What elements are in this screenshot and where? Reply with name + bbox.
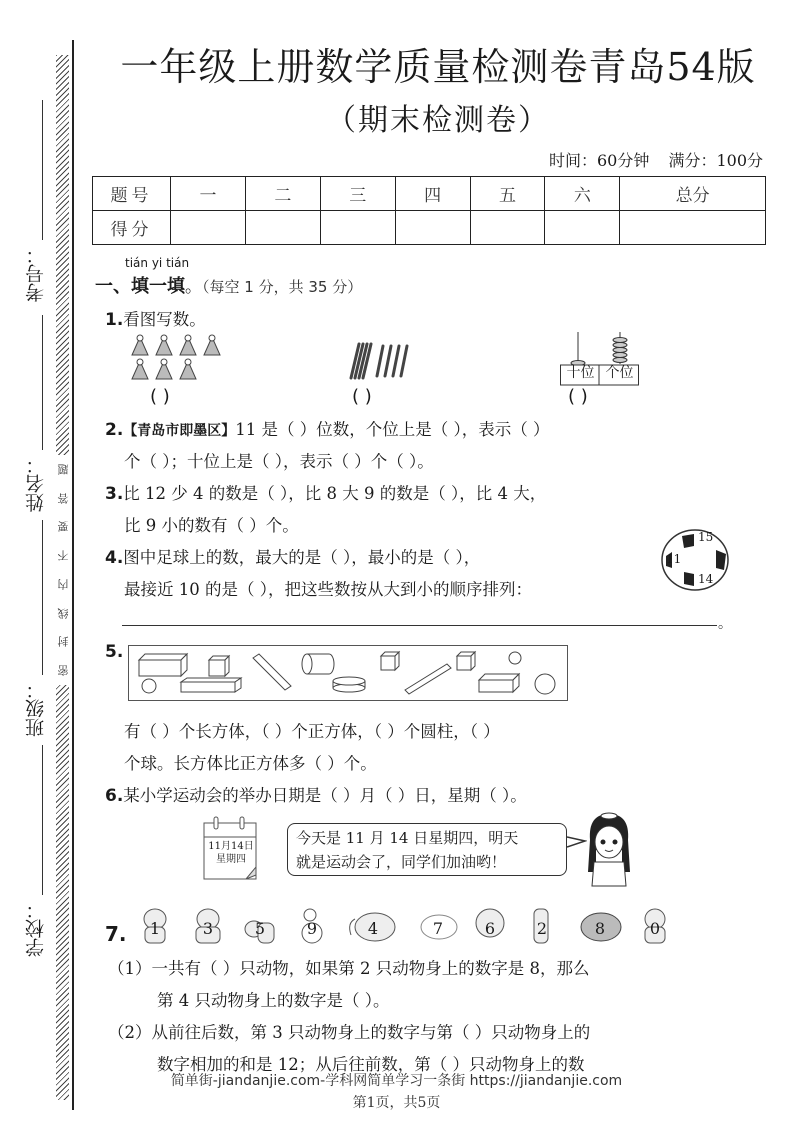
name-label: 姓名： [25, 455, 47, 512]
question-number: 2. [105, 420, 124, 440]
animal-tiger [135, 905, 175, 947]
score-cell[interactable] [245, 211, 320, 245]
score-table [92, 176, 766, 245]
bubble-line: 今天是 11 月 14 日星期四，明天 [296, 829, 519, 847]
seal-char: 题 [56, 463, 70, 475]
sub-question-2: （2）从前往后数，第 3 只动物身上的数字与第（ ）只动物身上的 [108, 1023, 591, 1042]
abacus-labels [561, 363, 639, 383]
seal-char: 要 [56, 521, 70, 533]
question-6 [105, 780, 527, 812]
tens-label: 十位 [566, 365, 595, 381]
animal-zebra [522, 905, 562, 947]
page-title: 一年级上册数学质量检测卷青岛54版 [120, 45, 756, 89]
exam-time: 时间：60分钟 [548, 151, 650, 170]
animal-number: 2 [536, 919, 548, 938]
question-5 [105, 636, 123, 668]
calendar-date: 11月14日 [208, 841, 254, 852]
end-mark: 。 [718, 616, 732, 632]
exam-number-label: 考号： [25, 245, 47, 302]
school-label: 学校： [25, 900, 47, 957]
ordering-answer-line[interactable] [122, 625, 717, 626]
animal-number: 3 [202, 919, 214, 938]
question-7 [105, 918, 127, 950]
exam-full-score: 满分：100分 [668, 151, 763, 170]
header-cell: 题号 [93, 177, 171, 211]
section-heading [95, 272, 362, 298]
question-2 [105, 414, 550, 447]
answer-blank[interactable]: ( ) [568, 386, 588, 407]
animal-cow [188, 905, 228, 947]
sub-question-1: （1）一共有（ ）只动物，如果第 2 只动物身上的数字是 8，那么 [108, 959, 590, 978]
question-text: 有（ ）个长方体，（ ）个正方体，（ ）个圆柱，（ ） [124, 722, 500, 741]
school-line[interactable] [42, 745, 43, 895]
seal-char: 密 [56, 665, 70, 677]
solid-shapes-figure [128, 645, 568, 701]
question-text: 图中足球上的数，最大的是（ ），最小的是（ ）， [123, 548, 481, 567]
header-cell: 四 [395, 177, 470, 211]
animal-number: 5 [254, 919, 266, 938]
animal-dog [635, 905, 675, 947]
question-text: 某小学运动会的举办日期是（ ）月（ ）日，星期（ ）。 [123, 786, 527, 805]
question-text: 11 是（ ）位数，个位上是（ ），表示（ ） [235, 420, 550, 439]
animal-lion [470, 905, 510, 947]
ball-number: 14 [698, 572, 714, 586]
seal-char: 内 [56, 578, 70, 590]
question-number: 1. [105, 310, 124, 330]
score-table-score-row [93, 211, 766, 245]
header-cell: 六 [545, 177, 620, 211]
score-cell[interactable] [395, 211, 470, 245]
animal-number: 6 [484, 919, 496, 938]
header-cell: 五 [470, 177, 545, 211]
margin-rule [72, 40, 74, 1110]
watermark-footer: 简单街-jiandanjie.com-学科网简单学习一条街 https://jiandanjie.com [170, 1073, 623, 1089]
seal-char: 封 [56, 636, 70, 648]
animal-number: 1 [149, 919, 161, 938]
calendar-text [205, 840, 257, 866]
animal-number: 9 [306, 919, 318, 938]
seal-char: 线 [56, 607, 70, 619]
section-period: 。 [185, 277, 202, 297]
animal-rhino [575, 905, 625, 947]
girl-character-icon [578, 810, 640, 888]
question-text: 个（ ）；十位上是（ ），表示（ ）个（ ）。 [124, 452, 434, 471]
score-table-header-row [93, 177, 766, 211]
header-cell: 三 [320, 177, 395, 211]
animal-number: 8 [594, 919, 606, 938]
sub-question-1-cont: 第 4 只动物身上的数字是（ ）。 [157, 991, 390, 1010]
header-cell: 二 [245, 177, 320, 211]
answer-blank[interactable]: ( ) [352, 386, 372, 407]
animal-cat [240, 905, 280, 947]
question-text: 看图写数。 [123, 310, 206, 329]
question-number: 5. [105, 642, 124, 662]
question-4 [105, 542, 480, 574]
section-pinyin: tián yi tián [125, 256, 190, 270]
source-tag: 【青岛市即墨区】 [123, 423, 236, 439]
score-cell[interactable] [470, 211, 545, 245]
question-1 [105, 304, 206, 336]
section-number: 一、 [95, 276, 131, 297]
answer-blank[interactable]: ( ) [150, 386, 170, 407]
ones-label: 个位 [605, 365, 634, 381]
page-number: 第1页，共5页 [352, 1095, 441, 1111]
name-line[interactable] [42, 315, 43, 450]
section-note: （每空 1 分，共 35 分） [202, 278, 363, 296]
class-line[interactable] [42, 520, 43, 675]
question-3 [105, 478, 546, 510]
exam-number-line[interactable] [42, 100, 43, 240]
calendar-weekday: 星期四 [216, 854, 246, 865]
solid-shapes-icon [129, 646, 567, 700]
score-cell[interactable] [320, 211, 395, 245]
ball-number: 11 [666, 552, 682, 566]
binding-margin [0, 0, 82, 1122]
header-cell: 一 [171, 177, 246, 211]
ball-number: 15 [698, 530, 714, 544]
question-text: 比 9 小的数有（ ）个。 [124, 516, 299, 535]
animal-sheep [415, 905, 461, 947]
seal-char: 答 [56, 492, 70, 504]
score-cell[interactable] [620, 211, 766, 245]
score-cell[interactable] [171, 211, 246, 245]
bubble-line: 就是运动会了，同学们加油哟！ [296, 853, 507, 871]
sticks-bundle-icon [345, 340, 415, 382]
question-text: 最接近 10 的是（ ），把这些数按从大到小的顺序排列： [124, 580, 532, 599]
question-number: 4. [105, 548, 124, 568]
animal-elephant [345, 905, 401, 947]
animal-duck [292, 905, 332, 947]
animal-number: 4 [367, 919, 379, 938]
exam-meta [535, 148, 763, 171]
animal-number: 7 [432, 919, 444, 938]
seal-char: 不 [56, 550, 70, 562]
sub-question-2-cont: 数字相加的和是 12；从后往前数，第（ ）只动物身上的数 [157, 1055, 585, 1074]
score-cell[interactable] [545, 211, 620, 245]
animal-number: 0 [649, 919, 661, 938]
shuttlecock-icon [128, 333, 230, 383]
header-cell: 总分 [620, 177, 766, 211]
seal-notice [55, 455, 71, 685]
question-text: 比 12 少 4 的数是（ ），比 8 大 9 的数是（ ），比 4 大， [123, 484, 547, 503]
question-number: 3. [105, 484, 124, 504]
score-row-label: 得分 [93, 211, 171, 245]
class-label: 班级： [25, 680, 47, 737]
question-text: 个球。长方体比正方体多（ ）个。 [124, 754, 377, 773]
speech-bubble [287, 823, 567, 876]
question-number: 7. [105, 922, 127, 946]
page-subtitle: （期末检测卷） [326, 103, 550, 138]
question-number: 6. [105, 786, 124, 806]
section-title: 填一填 [131, 276, 185, 297]
